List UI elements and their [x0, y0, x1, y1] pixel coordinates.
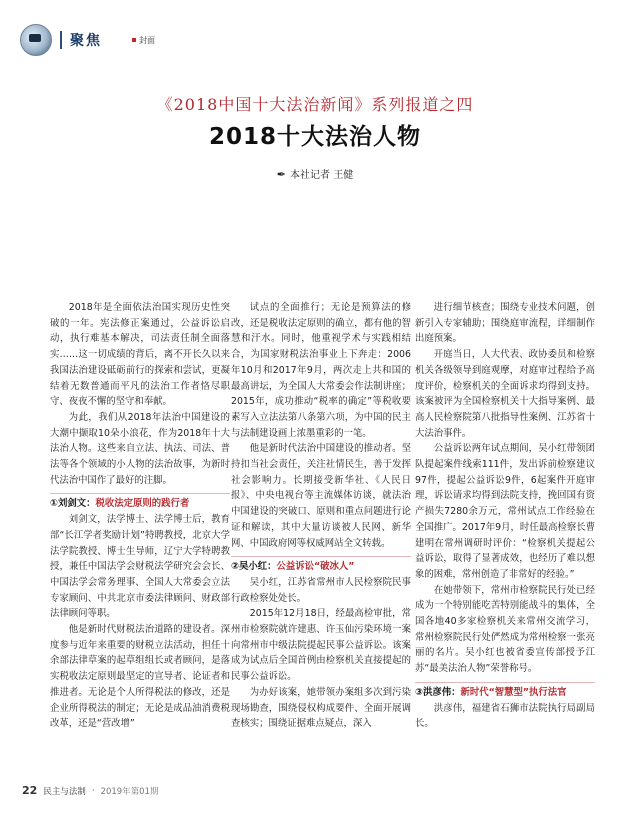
body-paragraph: 开庭当日，人大代表、政协委员和检察机关各级领导到庭观摩，对庭审过程给予高度评价，检察机关的全面诉求均得到支持。该案被评为全国检察机关十大指导案例、最高人民检察院第八批指导性案例、江苏省十大法治事件。	[415, 349, 595, 439]
section-label: 聚焦	[70, 33, 102, 49]
body-paragraph: 洪彦伟，福建省石狮市法院执行局副局长。	[415, 702, 595, 730]
body-paragraph: 2015年12月18日，经最高检审批，常州市检察院就许建惠、许玉仙污染环境一案向常州市中级法院提起民事公益诉讼。该案成为试点后全国首例由检察机关直接提起的民事公益诉讼。	[231, 608, 411, 683]
magazine-logo-icon	[20, 24, 52, 56]
magazine-name: 民主与法制	[43, 786, 86, 797]
page-footer: 22 民主与法制 · 2019年第01期	[22, 784, 159, 797]
body-paragraph: 在她带领下，常州市检察院民行处已经成为一个特别能吃苦特别能战斗的集体，全国各地40多家检察机关来常州交流学习，常州检察院民行处俨然成为常州检察一张亮丽的名片。吴小红也被省委宣传部授予江苏“最美法治人物”荣誉称号。	[415, 584, 595, 675]
subsection-label: 封面	[139, 35, 155, 45]
body-paragraph: 刘剑文，法学博士、法学博士后，教育部“长江学者奖励计划”特聘教授，北京大学法学院教授、博士生导师，辽宁大学特聘教授，兼任中国法学会财税法学研究会会长、中国法学会常务理事、全国人大常委会立法专家顾问、中共北京市委法律顾问、财政部法律顾问等职。	[50, 514, 230, 620]
body-paragraph: 吴小红，江苏省常州市人民检察院民事行政检察处处长。	[231, 576, 411, 604]
body-paragraph: 公益诉讼两年试点期间，吴小红带领团队提起案件线索111件，发出诉前检察建议97件，提起公益诉讼9件，6起案件开庭审理，诉讼请求均得到法院支持，挽回国有资产损失7280余万元，常州试点工作经验在全国推广。2017年9月，时任最高检察长曹建明在常州调研时评价：“检察机关提起公益诉讼，取得了显著成效，也经历了难以想象的困难，常州创造了非常好的经验。”	[415, 443, 595, 580]
header-divider	[60, 31, 62, 49]
heading-person: ③洪彦伟：	[415, 686, 461, 698]
body-paragraph: 2018年是全面依法治国实现历史性突破的一年。宪法修正案通过，公益诉讼启动，执行难基本解决，司法责任制全面落实……这一切成绩的背后，离不开长久以来我国法治建设砥砺前行的探索和尝试，更凝结着无数普通而平凡的法治工作者恪尽职守、夜夜不懈的坚守和奉献。	[50, 302, 230, 408]
body-paragraph: 为此，我们从2018年法治中国建设的大潮中撷取10朵小浪花，作为2018年十大法治人物。这些来自立法、执法、司法、普法等各个领域的小人物的法治故事，为新时代法治中国作了最好的注脚。	[50, 411, 230, 486]
heading-person: ①刘剑文：	[50, 498, 96, 510]
body-paragraph: 他是新时代财税法治道路的建设者。深度参与近年来重要的财税立法活动，担任十余部法律草案的起草组组长或者顾问，是落实税收法定原则最坚定的宣导者、论证者和推进者。无论是个人所得税法的修改，还是企业所得税法的制定；无论是成品油消费税改革，还是“营改增”	[50, 624, 230, 730]
page-number: 22	[22, 784, 38, 797]
heading-title: 新时代“智慧型”执行法官	[460, 686, 567, 698]
author-name: 本社记者 王健	[290, 170, 354, 181]
section-heading	[415, 682, 595, 701]
heading-title: 公益诉讼“破冰人”	[276, 561, 355, 573]
body-paragraph: 他是新时代法治中国建设的推动者。坚持扣当社会责任，关注社情民生，善于发挥社会影响力。长期接受新华社、《人民日报》、中央电视台等主流媒体访谈，就法治中国建设的突破口、原则和重点问题进行论证和解读，其中大量访谈被人民网、新华网、中国政府网等权威网站全文转载。	[231, 443, 411, 549]
page-header	[20, 24, 155, 56]
body-paragraph: 进行细节核查；围绕专业技术问题，创新引入专家辅助；围绕庭审流程，详细制作出庭预案。	[415, 302, 595, 345]
body-paragraph: 为办好该案，她带领办案组多次到污染现场勘查，围绕侵权构成要件、全面开展调查核实；围绕证据难点疑点，深入	[231, 686, 411, 730]
author-line	[0, 166, 630, 181]
series-title: 《2018中国十大法治新闻》系列报道之四	[156, 95, 474, 114]
article-column-3	[415, 300, 595, 732]
heading-person: ②吴小红：	[231, 561, 277, 573]
article-title: 2018十大法治人物	[208, 124, 421, 150]
heading-title: 税收法定原则的践行者	[95, 498, 190, 510]
body-paragraph: 试点的全面推行；无论是预算法的修改，还是税收法定原则的确立，都有他的智慧和汗水。同时，他重视学术与实践相结合，为国家财税法治事业上下奔走：2006年10月和2017年9月，两次走上共和国的最高讲坛，为全国人大常委会作法制讲座；2015年，成功推动“税率的确定”等税收要素写入立法法第八条第六项，为中国的民主与法制建设画上浓墨重彩的一笔。	[231, 302, 411, 439]
issue-label: 2019年第01期	[100, 786, 159, 797]
article-column-2	[231, 300, 411, 732]
section-heading	[231, 556, 411, 575]
section-heading	[50, 493, 230, 512]
red-square-icon	[132, 38, 136, 42]
article-column-1	[50, 300, 230, 732]
pen-icon: ✒	[276, 168, 287, 181]
